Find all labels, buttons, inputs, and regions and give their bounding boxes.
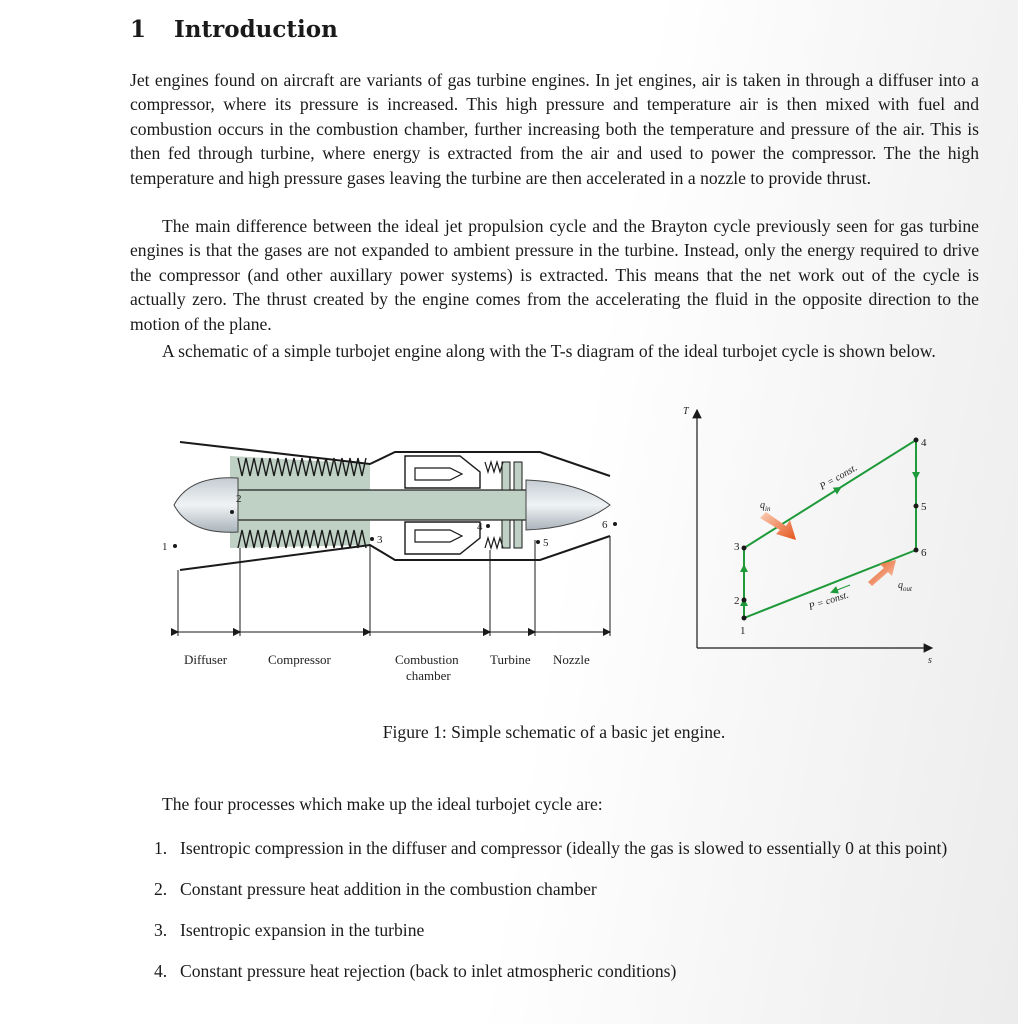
figure-1 <box>150 400 950 700</box>
p-const-bottom: P = const. <box>807 589 851 613</box>
p-const-top: P = const. <box>818 462 860 493</box>
station-5: 5 <box>543 537 549 549</box>
figure-graphic <box>150 400 950 700</box>
ts-point-5: 5 <box>921 501 927 513</box>
label-chamber: chamber <box>406 668 451 683</box>
q-in-arrow <box>760 512 796 540</box>
engine-shaft <box>230 490 550 520</box>
ts-point-6: 6 <box>921 547 927 559</box>
engine-schematic <box>162 442 617 683</box>
section-number: 1 <box>130 16 147 43</box>
cycle-path <box>744 440 916 618</box>
list-item: 4. Constant pressure heat rejection (back to inlet atmospheric conditions) <box>154 960 677 981</box>
t-axis-label: T <box>683 406 689 417</box>
ts-point-1: 1 <box>740 625 746 637</box>
label-compressor: Compressor <box>268 652 331 667</box>
ts-point-2: 2 <box>734 595 740 607</box>
ts-point-4: 4 <box>921 437 927 449</box>
list-item: 2. Constant pressure heat addition in the combustion chamber <box>154 878 597 899</box>
station-4: 4 <box>477 521 483 533</box>
paragraph-2: The main difference between the ideal jet propulsion cycle and the Brayton cycle previously seen for gas turbine engines is that the gases are not expanded to ambient pressure in the turbine. Instead, only the energy required to drive the compressor (and other auxillary power systems) is extracted. This means that the net work out of the cycle is actually zero. The thrust created by the engine comes from the accelerating the fluid in the opposite direction to the motion of the plane. <box>130 216 979 334</box>
label-diffuser: Diffuser <box>184 652 228 667</box>
station-3: 3 <box>377 534 383 546</box>
nozzle-cone <box>526 480 610 530</box>
diffuser-cone <box>174 478 238 533</box>
list-intro: The four processes which make up the ideal turbojet cycle are: <box>162 794 603 814</box>
label-combustion: Combustion <box>395 652 459 667</box>
label-nozzle: Nozzle <box>553 652 590 667</box>
station-2: 2 <box>236 493 242 505</box>
s-axis-label: s <box>928 655 932 666</box>
paragraph-1: Jet engines found on aircraft are variants of gas turbine engines. In jet engines, air is taken in through a diffuser into a compressor, where its pressure is increased. This high pressure and temperature air is then mixed with fuel and combustion occurs in the combustion chamber, further increasing both the temperature and pressure of the air. This is then fed through turbine, where energy is extracted from the air and used to power the compressor. The the high temperature and high pressure gases leaving the turbine are then accelerated in a nozzle to provide thrust. <box>130 70 979 188</box>
list-item: 1. Isentropic compression in the diffuser and compressor (ideally the gas is slowed to essentially 0 at this point) <box>154 838 948 858</box>
q-in-label: $q_{in}$ <box>760 500 771 513</box>
section-heading <box>130 16 338 43</box>
section-title: Introduction <box>174 16 338 43</box>
label-turbine: Turbine <box>490 652 531 667</box>
paragraph-3: A schematic of a simple turbojet engine along with the T-s diagram of the ideal turbojet cycle is shown below. <box>162 341 936 361</box>
figure-caption: Figure 1: Simple schematic of a basic jet engine. <box>382 722 726 742</box>
ts-point-3: 3 <box>734 541 740 553</box>
q-out-label: $q_{out}$ <box>898 580 912 593</box>
list-item: 3. Isentropic expansion in the turbine <box>154 919 425 940</box>
station-6: 6 <box>602 519 608 531</box>
station-1: 1 <box>162 541 168 553</box>
process-list <box>130 836 979 1000</box>
q-out-arrow <box>868 560 896 586</box>
ts-diagram <box>683 406 932 666</box>
